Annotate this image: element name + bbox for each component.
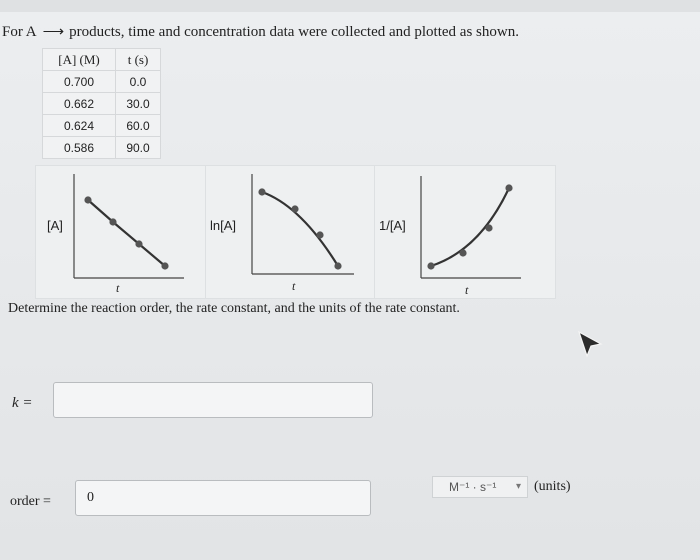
question-suffix: products, time and concentration data were collected and plotted as shown. [69,24,519,40]
data-curve [431,188,509,266]
graph-plot [206,166,386,298]
data-point [334,262,341,269]
data-curve [262,192,338,266]
data-point [485,224,492,231]
mouse-pointer-icon [577,330,603,358]
question-prefix: For A [2,24,37,40]
data-point [161,262,168,269]
data-point [505,184,512,191]
units-selected-value: M⁻¹ · s⁻¹ [449,480,497,494]
column-header-time: t (s) [116,49,161,71]
graph-xlabel: t [116,281,120,295]
rate-constant-input[interactable] [53,382,373,418]
graph-plot [375,166,555,298]
graph-xlabel: t [292,279,296,293]
data-point [316,231,323,238]
data-point [427,262,434,269]
question-text [2,22,519,41]
data-point [291,205,298,212]
chevron-down-icon: ▾ [515,481,521,492]
graph-ylabel: [A] [47,218,63,233]
instruction-text: Determine the reaction order, the rate constant, and the units of the rate constant. [8,301,460,316]
data-line [88,200,165,266]
graph-xlabel: t [465,283,469,297]
graph-inverse-concentration-vs-time [374,165,556,299]
table-cell: 0.662 [43,93,116,115]
data-point [84,196,91,203]
data-point [135,240,142,247]
table-row [43,137,161,159]
table-row [43,115,161,137]
data-point [459,249,466,256]
data-point [258,188,265,195]
table-cell: 0.624 [43,115,116,137]
table-cell: 90.0 [116,137,161,159]
graph-concentration-vs-time [35,165,217,299]
graph-ylabel: 1/[A] [379,218,406,233]
table-header-row [43,49,161,71]
graph-ylabel: ln[A] [210,218,237,233]
k-label: k = [12,395,33,411]
order-input[interactable]: 0 [75,480,371,516]
data-point [109,218,116,225]
table-row [43,71,161,93]
column-header-concentration: [A] (M) [43,49,116,71]
table-row [43,93,161,115]
graph-ln-concentration-vs-time [205,165,387,299]
table-cell: 30.0 [116,93,161,115]
order-label: order = [10,494,51,509]
graph-plot [36,166,216,298]
reaction-arrow: ⟶ [42,24,64,40]
table-cell: 60.0 [116,115,161,137]
table-cell: 0.0 [116,71,161,93]
top-strip [0,0,700,12]
data-table [42,48,161,159]
table-cell: 0.586 [43,137,116,159]
units-label: (units) [534,479,571,494]
table-cell: 0.700 [43,71,116,93]
units-dropdown[interactable] [432,476,528,498]
